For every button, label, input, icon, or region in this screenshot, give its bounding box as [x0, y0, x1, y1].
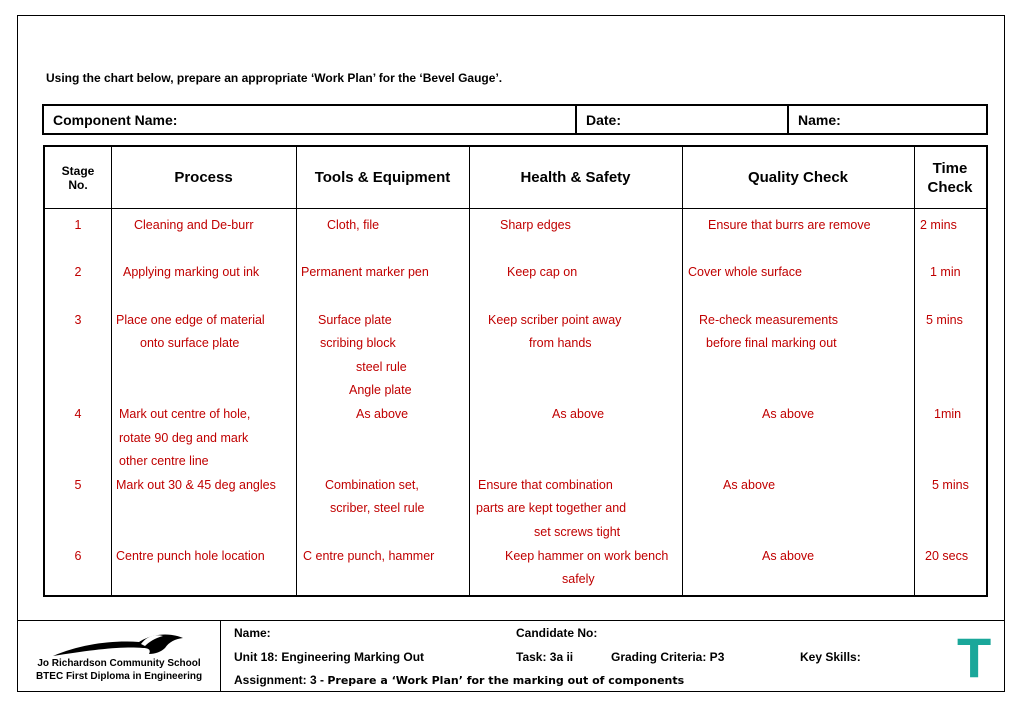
health-text: set screws tight [534, 525, 621, 539]
tools-text: Combination set, [325, 478, 419, 492]
tools-header: Tools & Equipment [314, 169, 451, 186]
unit-label: Unit 18: Engineering Marking Out [234, 650, 425, 664]
tools-text: scribing block [320, 336, 396, 350]
tools-text: Cloth, file [327, 218, 380, 232]
quality-text: Re-check measurements [699, 313, 838, 327]
instruction-text: Using the chart below, prepare an appropriate ‘Work Plan’ for the ‘Bevel Gauge’. [46, 71, 503, 85]
quality-text: Ensure that burrs are remove [708, 218, 871, 232]
quality-text: As above [762, 407, 815, 421]
stage-number: 6 [74, 549, 82, 563]
work-plan-table [43, 145, 988, 597]
column-divider [469, 147, 470, 595]
assignment-label: Assignment: 3 - [234, 673, 325, 687]
tools-text: Angle plate [349, 383, 412, 397]
health-text: from hands [529, 336, 592, 350]
quality-text: before final marking out [706, 336, 837, 350]
time-text: 1 min [930, 265, 961, 279]
time-header-line1: Time [932, 159, 968, 177]
time-text: 2 mins [920, 218, 957, 232]
quality-text: Cover whole surface [688, 265, 802, 279]
process-text: onto surface plate [140, 336, 240, 350]
component-name-field[interactable]: Component Name: [44, 106, 577, 133]
school-block [17, 620, 221, 692]
stage-number: 5 [74, 478, 82, 492]
process-text: Mark out centre of hole, [119, 407, 251, 421]
stage-header-line2: No. [68, 177, 88, 192]
process-text: rotate 90 deg and mark [119, 431, 249, 445]
time-text: 20 secs [925, 549, 969, 563]
stage-number: 2 [74, 265, 82, 279]
health-safety-header: Health & Safety [520, 169, 631, 186]
time-text: 1min [934, 407, 962, 421]
tools-text: steel rule [356, 360, 407, 374]
process-text: Place one edge of material [116, 313, 265, 327]
process-text: other centre line [119, 454, 209, 468]
health-text: Keep hammer on work bench [505, 549, 669, 563]
quality-text: As above [723, 478, 776, 492]
time-header-line2: Check [927, 178, 973, 196]
health-text: Keep scriber point away [488, 313, 622, 327]
footer-name-label: Name: [234, 626, 271, 640]
tools-text: As above [356, 407, 409, 421]
process-header: Process [174, 169, 233, 186]
school-name: Jo Richardson Community School [37, 658, 201, 669]
date-field[interactable]: Date: [577, 106, 789, 133]
process-text: Cleaning and De-burr [134, 218, 254, 232]
column-divider [296, 147, 297, 595]
process-text: Centre punch hole location [116, 549, 265, 563]
course-name: BTEC First Diploma in Engineering [35, 671, 203, 682]
health-text: parts are kept together and [476, 501, 627, 515]
assignment-line [234, 673, 684, 687]
candidate-no-label: Candidate No: [516, 626, 598, 640]
health-text: safely [562, 572, 595, 586]
health-text: Ensure that combination [478, 478, 613, 492]
quality-check-header: Quality Check [747, 169, 849, 186]
time-check-header [914, 147, 986, 208]
stage-header-line1: Stage [61, 163, 95, 178]
stage-no-header [45, 147, 111, 208]
health-text: As above [552, 407, 605, 421]
column-divider [682, 147, 683, 595]
grading-criteria-label: Grading Criteria: P3 [611, 650, 725, 664]
column-divider [914, 147, 915, 595]
column-divider [111, 147, 112, 595]
key-skills-label: Key Skills: [800, 650, 861, 664]
stage-number: 4 [74, 407, 82, 421]
process-text: Mark out 30 & 45 deg angles [116, 478, 276, 492]
t-badge: T [957, 626, 992, 689]
time-text: 5 mins [926, 313, 963, 327]
tools-text: Surface plate [318, 313, 392, 327]
header-rule [45, 208, 986, 209]
component-header-box [42, 104, 988, 135]
stage-number: 1 [74, 218, 82, 232]
task-label: Task: 3a ii [516, 650, 574, 664]
tools-text: C entre punch, hammer [303, 549, 435, 563]
time-text: 5 mins [932, 478, 969, 492]
health-text: Keep cap on [507, 265, 578, 279]
stage-number: 3 [74, 313, 82, 327]
tools-text: Permanent marker pen [301, 265, 429, 279]
health-text: Sharp edges [500, 218, 571, 232]
name-field[interactable]: Name: [798, 112, 841, 128]
tools-text: scriber, steel rule [330, 501, 425, 515]
assignment-text: Prepare a ‘Work Plan’ for the marking out of components [327, 674, 685, 687]
quality-text: As above [762, 549, 815, 563]
process-text: Applying marking out ink [123, 265, 260, 279]
